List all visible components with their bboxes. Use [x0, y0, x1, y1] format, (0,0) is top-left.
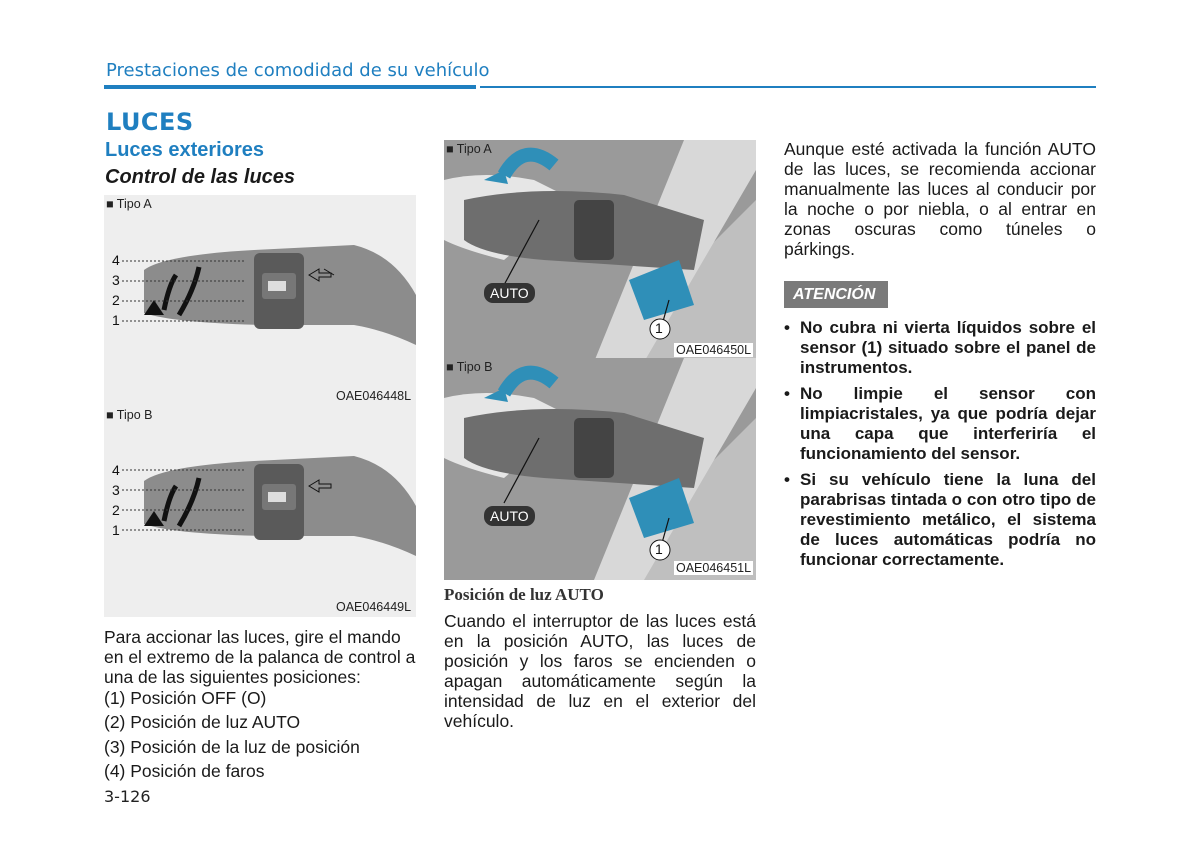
auto-label: AUTO: [484, 283, 535, 303]
position-label: 4: [112, 252, 120, 268]
list-item: (3) Posición de la luz de posición: [104, 737, 360, 757]
caution-item: • Si su vehículo tiene la luna del parabrisas tintada o con otro tipo de revestimiento metálico, el sistema de luces automáticas podría no funcionar correctamente.: [784, 470, 1096, 570]
position-label: 4: [112, 462, 120, 478]
position-label: 3: [112, 482, 120, 498]
figure-code: OAE046451L: [676, 561, 752, 575]
position-label: 1: [112, 312, 120, 328]
figure-sensor-type-a: [444, 140, 756, 362]
auto-label: AUTO: [484, 506, 535, 526]
figure-code: OAE046448L: [336, 389, 412, 403]
recommendation-paragraph: Aunque esté activada la función AUTO de las luces, se recomienda accionar manualmente las luces al conducir por la noche o por niebla, o al entrar en zonas oscuras como túneles o párkings.: [784, 139, 1096, 259]
figure-label: ■ Tipo B: [446, 360, 493, 374]
caution-list: [784, 318, 1096, 576]
auto-position-paragraph: Cuando el interruptor de las luces está en la posición AUTO, las luces de posición y los faros se encienden o apagan automáticamente según la intensidad de luz en el exterior del vehículo.: [444, 611, 756, 731]
sensor-illustration: [444, 140, 756, 362]
sensor-illustration: [444, 358, 756, 580]
caution-item: • No cubra ni vierta líquidos sobre el sensor (1) situado sobre el panel de instrumentos.: [784, 318, 1096, 378]
position-label: 2: [112, 292, 120, 308]
figure-code: OAE046450L: [676, 343, 752, 357]
list-item: (1) Posición OFF (O): [104, 688, 267, 708]
caution-badge: ATENCIÓN: [784, 281, 888, 308]
subsubtitle: Control de las luces: [105, 166, 296, 188]
header-rule-thin: [480, 86, 1096, 88]
list-item: (2) Posición de luz AUTO: [104, 712, 301, 732]
header-rule: [104, 85, 476, 89]
lever-illustration: [104, 195, 416, 406]
position-label: 1: [112, 522, 120, 538]
figure-label: ■ Tipo A: [106, 197, 152, 211]
list-item: (4) Posición de faros: [104, 761, 265, 781]
section-title: Prestaciones de comodidad de su vehículo: [106, 60, 490, 81]
figure-lever-type-a: [104, 195, 416, 406]
page-title: LUCES: [106, 108, 194, 136]
figure-label: ■ Tipo A: [446, 142, 492, 156]
auto-position-heading: Posición de luz AUTO: [444, 585, 604, 604]
page-number: 3-126: [104, 787, 151, 806]
figure-code: OAE046449L: [336, 600, 412, 614]
sensor-callout: 1: [655, 541, 663, 557]
sensor-callout: 1: [655, 320, 663, 336]
lever-illustration: [104, 406, 416, 617]
figure-lever-type-b: [104, 406, 416, 617]
caution-item: • No limpie el sensor con limpiacristales, ya que podría dejar una capa que interferiría el funcionamiento del sensor.: [784, 384, 1096, 464]
figure-sensor-type-b: [444, 358, 756, 580]
position-label: 2: [112, 502, 120, 518]
intro-paragraph: Para accionar las luces, gire el mando en el extremo de la palanca de control a una de las siguientes posiciones:: [104, 627, 416, 687]
position-label: 3: [112, 272, 120, 288]
figure-label: ■ Tipo B: [106, 408, 153, 422]
subtitle: Luces exteriores: [105, 139, 264, 161]
